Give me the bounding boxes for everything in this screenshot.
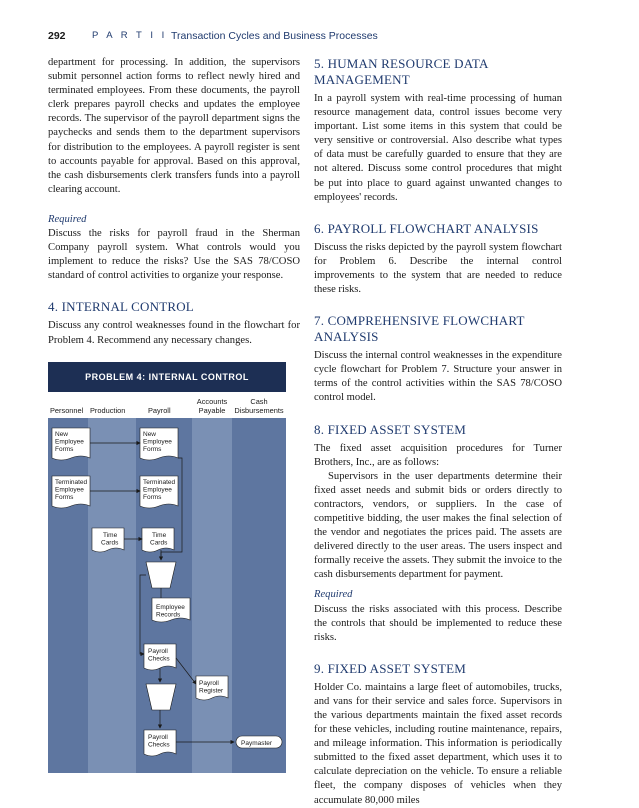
heading-problem-5: 5. HUMAN RESOURCE DATA MANAGEMENT (314, 56, 488, 87)
doc-text: Payroll Register (199, 680, 224, 695)
flowchart-figure (48, 362, 286, 773)
flowchart-svg (48, 362, 286, 773)
problem-9-text: Holder Co. maintains a large fleet of automobiles, trucks, and vans for their service and sales force. Supervisors in the various departments maintain the fixed asset records for these vehicles, including routine maintenance, repairs, and mileage information. This information is periodically submitted to the fixed asset department, which uses it to calculate depreciation on the vehicle. To ensure a reliable fleet, the company disposes of vehicles when they accumulate 80,000 miles (314, 681, 562, 806)
left-column (48, 56, 300, 348)
lane-payroll (136, 418, 192, 773)
problem-6-text: Discuss the risks depicted by the payroll system flowchart for Problem 6. Describe the internal control improvements to the system that are needed to reduce these risks. (314, 241, 562, 296)
right-column (314, 56, 562, 808)
required-label: Required (48, 213, 87, 225)
required-label-8: Required (314, 589, 353, 601)
doc-text: New Employee Forms (143, 431, 172, 453)
heading-problem-4: 4. INTERNAL CONTROL (48, 299, 194, 315)
intro-paragraph: department for processing. In addition, the supervisors submit personnel action forms to reflect newly hired and terminated employees. From these documents, the payroll clerk prepares payroll checks and updates the employee records. The supervisor of the payroll department signs the paychecks and sends them to the department supervisors for distribution to the employees. A payroll register is sent to accounts payable for approval. Based on this approval, the cash disbursements clerk transfers funds into a payroll clearing account. (48, 57, 300, 195)
heading-problem-8: 8. FIXED ASSET SYSTEM (314, 421, 467, 437)
column-production: Production (90, 406, 126, 415)
running-header (48, 30, 599, 46)
doc-text: Terminated Employee Forms (143, 479, 176, 501)
flowchart-title: PROBLEM 4: INTERNAL CONTROL (48, 362, 286, 392)
problem-8-intro: The fixed asset acquisition procedures for Turner Brothers, Inc., are as follows: (314, 442, 562, 468)
problem-7-text: Discuss the internal control weaknesses in the expenditure cycle flowchart for Problem 7. Structure your answer in terms of the control activities within the SAS 78/COSO control model. (314, 350, 562, 404)
lane-production (88, 418, 136, 773)
required-text: Discuss the risks for payroll fraud in the Sherman Company payroll system. What controls would you implement to reduce the risks? Use the SAS 78/COSO standard of control activities to organize your response. (48, 228, 300, 282)
required-text-8: Discuss the risks associated with this process. Describe the controls that should be implemented to reduce these risks. (314, 603, 562, 643)
flowchart-column-headers (48, 392, 286, 418)
part-label: P A R T I I (92, 30, 168, 41)
problem-4-text: Discuss any control weaknesses found in the flowchart for Problem 4. Recommend any necessary changes. (48, 320, 300, 346)
doc-text: Payroll Checks (148, 734, 170, 749)
column-cash-disbursements: Cash Disbursements (234, 397, 284, 415)
doc-text: Payroll Checks (148, 648, 170, 663)
doc-text: Terminated Employee Forms (55, 479, 88, 501)
heading-problem-9: 9. FIXED ASSET SYSTEM (314, 660, 467, 676)
page-number: 292 (48, 30, 66, 42)
doc-text: New Employee Forms (55, 431, 84, 453)
lane-cash-disbursements (232, 418, 286, 773)
doc-text: Time Cards (150, 532, 168, 547)
column-accounts-payable: Accounts Payable (196, 397, 228, 415)
column-personnel: Personnel (50, 406, 84, 415)
running-title: Transaction Cycles and Business Processes (171, 30, 378, 42)
lane-personnel (48, 418, 88, 773)
lane-accounts-payable (192, 418, 232, 773)
problem-5-text: In a payroll system with real-time processing of human resource management data, control issues become very important. List some items in this system that could be very sensitive or controversial. Also describe what types of data must be carefully guarded to ensure that they are not altered. Discuss some control procedures that might be put into place to guard against unwanted changes to employees' records. (314, 93, 562, 203)
terminal-label: Paymaster (241, 740, 273, 747)
column-payroll: Payroll (148, 406, 171, 415)
problem-8-text: Supervisors in the user departments determine their fixed asset needs and submit bids or orders directly to contractors, vendors, or suppliers. In the case of competitive bidding, the user makes the final selection of the vendor and negotiates the prices paid. The assets are delivered directly to the user areas. The users inspect and formally receive the assets. They submit the invoice to the cash disbursements department for payment. (314, 470, 562, 581)
doc-text: Time Cards (101, 532, 119, 547)
heading-problem-7: 7. COMPREHENSIVE FLOWCHART ANALYSIS (314, 313, 525, 345)
heading-problem-6: 6. PAYROLL FLOWCHART ANALYSIS (314, 220, 539, 236)
doc-text: Employee Records (156, 604, 185, 619)
